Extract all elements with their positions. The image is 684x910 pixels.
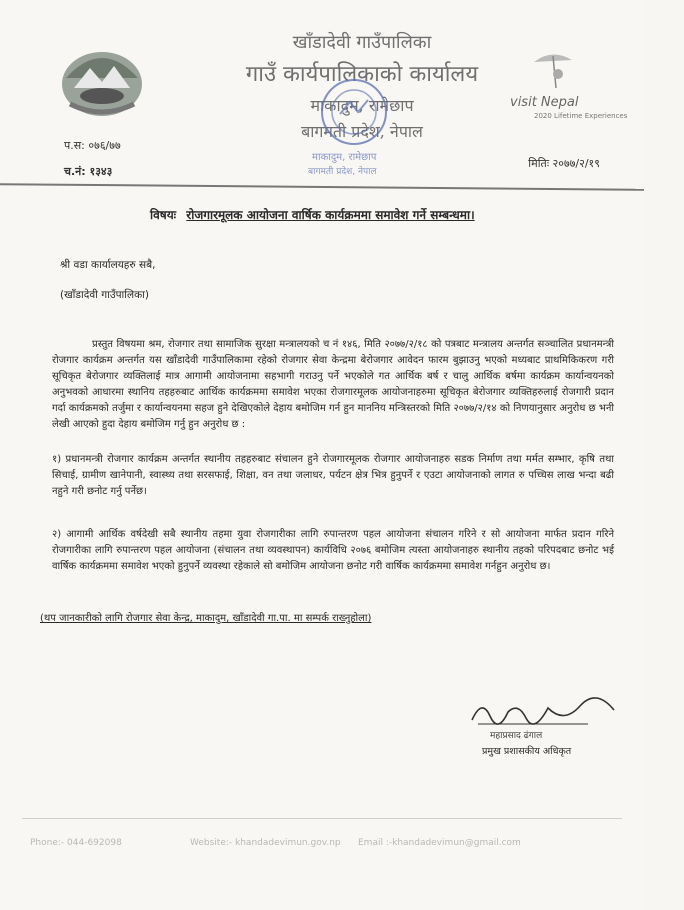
addressee-line: श्री वडा कार्यालयहरु सबै, bbox=[60, 259, 156, 271]
org-name: खाँडादेवी गाउँपालिका bbox=[292, 32, 432, 53]
footer-email: Email :-khandadevimun@gmail.com bbox=[358, 838, 521, 848]
dispatch-number: च.नं: १३४३ bbox=[64, 165, 113, 178]
subject-label: विषयः bbox=[150, 208, 177, 222]
footer-website: Website:- khandadevimun.gov.np bbox=[190, 838, 341, 848]
address-line-2: बागमती प्रदेश, नेपाल bbox=[301, 122, 423, 141]
body-paragraph-1: प्रस्तुत विषयमा श्रम, रोजगार तथा सामाजिक सुरक्षा मन्त्रालयको च नं १४६, मिति २०७७/२/१८ को पत्रबाट मन्त्रालय अन्तर्गत सञ्चालित प्रधानमन्त्री रोजगार कार्यक्रम अन्तर्गत यस खाँडादेवी गाउँपालिकामा रहेको रोजगार सेवा केन्द्रमा बेरोजगार आवेदन फारम बुझाउनु भएको मध्यबाट प्राथमिकिकरण गरी सूचिकृत बेरोजगार व्यक्तिलाई मात्र आगामी आयोजनामा सहभागी गराउनु पर्ने भएकोले गत आर्थिक बर्ष र चालु आर्थिक बर्षमा कार्यक्रम कार्यान्वयनको अनुभवको आधारमा स्थानिय तहहरुबाट आर्थिक कार्यक्रममा समावेश भएका रोजगारमूलक आयोजनाहरुमा सूचिकृत बेरोजगार व्यक्तिहरुलाई रोजगारी प्रदान गर्दा कार्यक्रमको तर्जुमा र कार्यान्वयनमा सहज हुने देखिएकोले देहाय बमोजिम गर्न हुन माननिय मन्त्रिस्तरको मिति २०७७/२/१४ को निणयानुसार अनुरोध छ भनी लेखी आएको हुदा देहाय बमोजिम गर्नु हुन अनुरोध छ : bbox=[52, 339, 614, 430]
signatory-title: प्रमुख प्रशासकीय अधिकृत bbox=[482, 746, 572, 757]
subject-text: रोजगारमूलक आयोजना वार्षिक कार्यक्रममा समावेश गर्ने सम्बन्धमा। bbox=[186, 208, 475, 222]
contact-note: (थप जानकारीको लागि रोजगार सेवा केन्द्र, माकादुम, खाँडादेवी गा.पा. मा सम्पर्क राख्नुहोला) bbox=[40, 613, 372, 624]
signatory-name: महाप्रसाद ढंगाल bbox=[490, 731, 543, 741]
body-paragraph-2: १) प्रधानमन्त्री रोजगार कार्यक्रम अन्तर्गत स्थानीय तहहरुबाट संचालन हुने रोजगारमूलक रोजगार आयोजनाहरु सडक निर्माण तथा मर्मत सम्भार, कृषि तथा सिचाई, ग्रामीण खानेपानी, स्वास्थ्य तथा सरसफाई, शिक्षा, वन तथा जलाधर, पर्यटन क्षेत्र भित्र हुनुपर्ने र एउटा आयोजनाको लागत रु पच्चिस लाख भन्दा बढी नहुने गरी छनोट गर्नु पर्नेछ। bbox=[52, 454, 614, 497]
svg-text:माकादुम, रामेछाप: माकादुम, रामेछाप bbox=[312, 152, 377, 163]
svg-text:2020 Lifetime Experiences: 2020 Lifetime Experiences bbox=[534, 112, 628, 120]
address-line-1: माकादुम, रामेछाप bbox=[310, 96, 414, 115]
letter-date: मितिः २०७७/२/१९ bbox=[528, 157, 600, 170]
svg-text:बागमती प्रदेश, नेपाल: बागमती प्रदेश, नेपाल bbox=[308, 167, 377, 177]
office-name: गाउँ कार्यपालिकाको कार्यालय bbox=[245, 62, 479, 87]
footer-divider bbox=[22, 818, 622, 819]
footer-phone: Phone:- 044-692098 bbox=[30, 838, 122, 848]
body-paragraph-3: २) आगामी आर्थिक वर्षदेखी सबै स्थानीय तहमा युवा रोजगारीका लागि रुपान्तरण पहल आयोजना संचालन गरिने र सो आयोजना मार्फत प्रदान गरिने रोजगारीका लागि रुपान्तरण पहल आयोजना (संचालन तथा व्यवस्थापन) कार्यविधि २०७६ बमोजिम त्यस्ता आयोजनाहरु स्थानीय तहको परिपदबाट छनोट भई वार्षिक कार्यक्रममा समावेश भएको हुनुपर्ने व्यवस्था रहेकाले सो बमोजिम आयोजना छनोट गरी वार्षिक कार्यक्रममा समावेश गर्नहुन अनुरोध छ। bbox=[52, 529, 614, 572]
header-divider bbox=[0, 183, 644, 191]
reference-number: प.स: ०७६/७७ bbox=[64, 139, 121, 152]
subject-line bbox=[150, 206, 475, 223]
visit-nepal-logo bbox=[506, 48, 628, 126]
visit-nepal-icon bbox=[506, 48, 628, 126]
signature-icon bbox=[468, 694, 618, 730]
addressee-org: (खाँडादेवी गाउँपालिका) bbox=[60, 289, 149, 301]
office-stamp-icon bbox=[292, 72, 462, 184]
svg-text:visit Nepal: visit Nepal bbox=[510, 95, 579, 110]
